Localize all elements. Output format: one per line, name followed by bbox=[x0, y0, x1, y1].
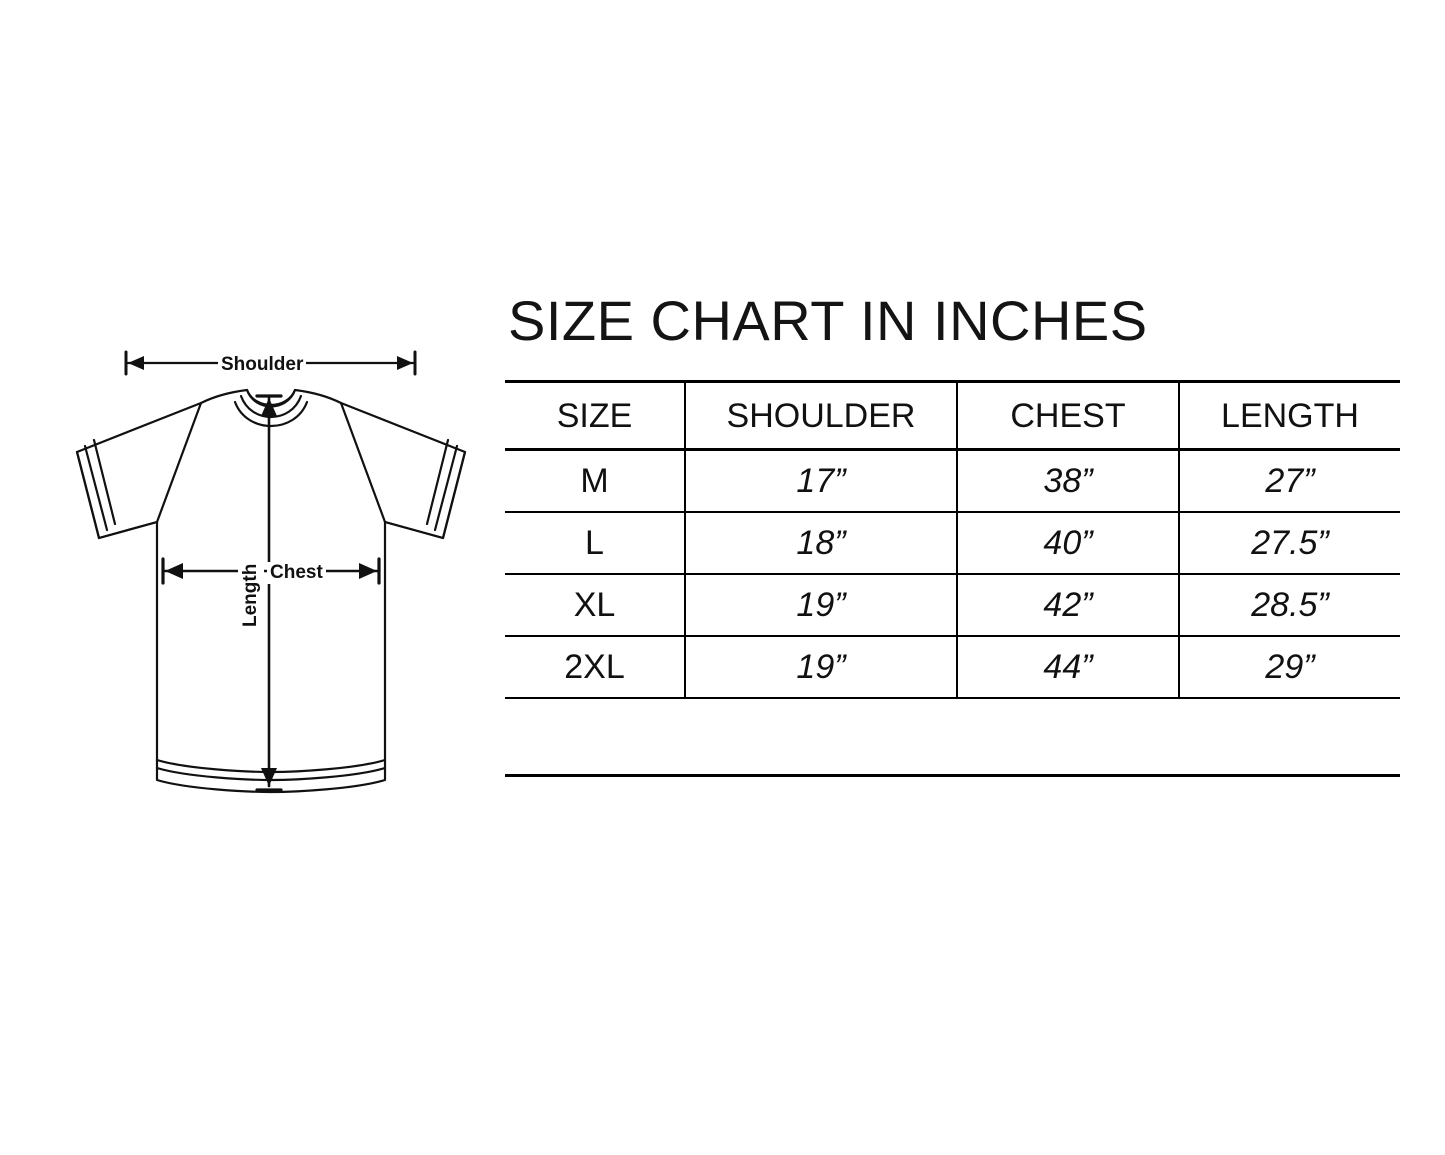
cell-size: M bbox=[505, 450, 685, 513]
cell-size: XL bbox=[505, 574, 685, 636]
cell-size: 2XL bbox=[505, 636, 685, 698]
table-row bbox=[505, 574, 1400, 636]
cell-length: 29” bbox=[1179, 636, 1400, 698]
table-row bbox=[505, 636, 1400, 698]
cell-length: 28.5” bbox=[1179, 574, 1400, 636]
cell-chest: 44” bbox=[957, 636, 1179, 698]
cell-chest: 38” bbox=[957, 450, 1179, 513]
cell-length: 27” bbox=[1179, 450, 1400, 513]
t-shirt-measurement-diagram bbox=[55, 340, 485, 810]
cell-chest: 42” bbox=[957, 574, 1179, 636]
column-header-chest: CHEST bbox=[957, 382, 1179, 450]
table-row bbox=[505, 450, 1400, 513]
cell-shoulder: 18” bbox=[685, 512, 957, 574]
length-label: Length bbox=[238, 561, 264, 630]
cell-size: L bbox=[505, 512, 685, 574]
table-bottom-rule bbox=[505, 774, 1400, 777]
cell-shoulder: 19” bbox=[685, 574, 957, 636]
size-chart-table bbox=[505, 380, 1400, 762]
page-title: SIZE CHART IN INCHES bbox=[508, 289, 1148, 352]
size-chart-table-wrapper bbox=[505, 380, 1400, 762]
table-spacer-row bbox=[505, 698, 1400, 762]
rule-line bbox=[505, 774, 1400, 777]
table-body bbox=[505, 450, 1400, 763]
table-header-row bbox=[505, 382, 1400, 450]
cell-shoulder: 17” bbox=[685, 450, 957, 513]
column-header-size: SIZE bbox=[505, 382, 685, 450]
table-row bbox=[505, 512, 1400, 574]
cell-shoulder: 19” bbox=[685, 636, 957, 698]
column-header-shoulder: SHOULDER bbox=[685, 382, 957, 450]
table-header bbox=[505, 382, 1400, 450]
shoulder-label: Shoulder bbox=[218, 354, 306, 376]
cell-length: 27.5” bbox=[1179, 512, 1400, 574]
column-header-length: LENGTH bbox=[1179, 382, 1400, 450]
chest-label: Chest bbox=[267, 562, 326, 584]
cell-chest: 40” bbox=[957, 512, 1179, 574]
